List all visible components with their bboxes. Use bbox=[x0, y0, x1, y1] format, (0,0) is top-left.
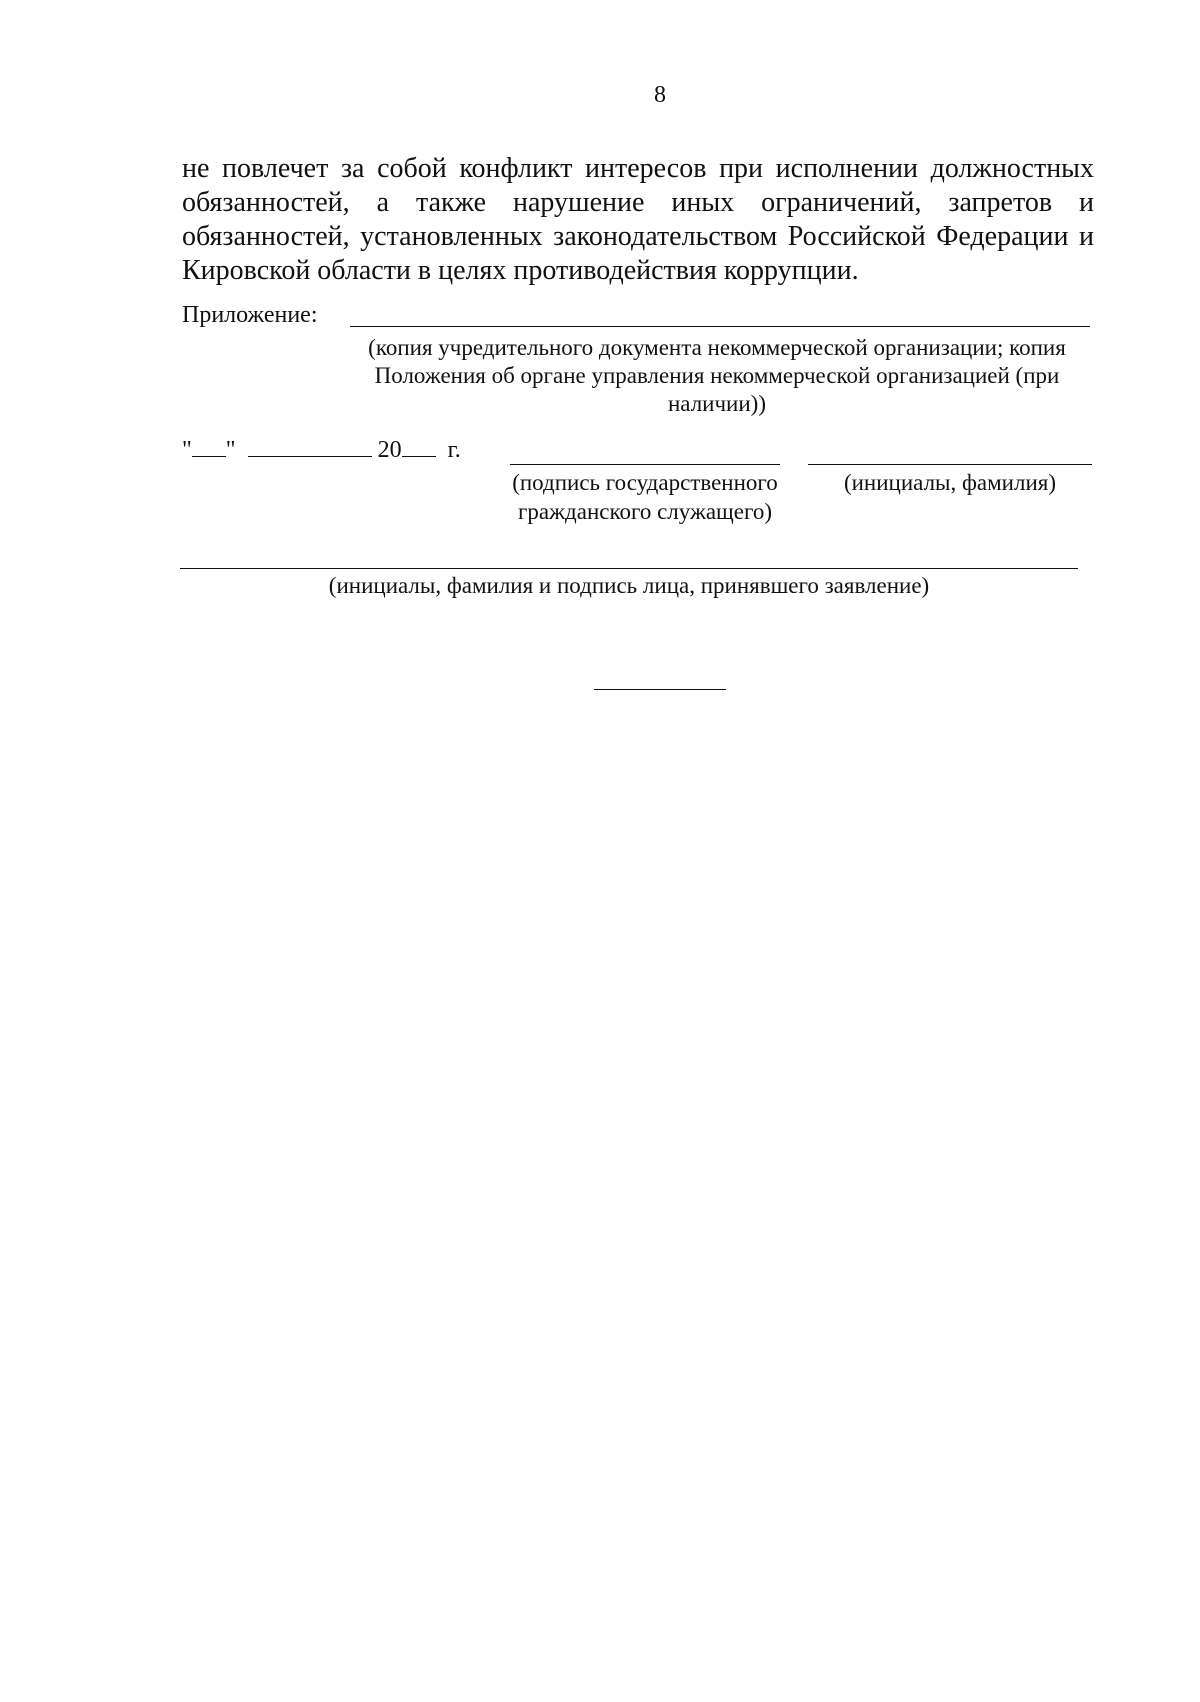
date-field bbox=[182, 436, 461, 464]
date-open-quote: " bbox=[182, 437, 192, 463]
day-blank bbox=[192, 436, 226, 457]
servant-signature-line bbox=[510, 464, 780, 465]
end-divider bbox=[594, 689, 726, 690]
name-signature-line bbox=[808, 464, 1092, 465]
attachment-caption: (копия учредительного документа некоммерческой организации; копия Положения об органе управления некоммерческой организацией (при наличии)) bbox=[368, 335, 1066, 416]
date-close-quote: " bbox=[225, 437, 236, 463]
attachment-label: Приложение: bbox=[182, 302, 318, 328]
name-signature-caption: (инициалы, фамилия) bbox=[843, 470, 1057, 495]
year-blank bbox=[402, 436, 436, 457]
body-paragraph: не повлечет за собой конфликт интересов при исполнении должностных обязанностей, а также нарушение иных ограничений, запретов и обязанностей, установленных законодательством Российской Федерации и Кировской области в целях противодействия коррупции. bbox=[182, 153, 1094, 286]
servant-signature-caption: (подпись государственного гражданского служащего) bbox=[512, 470, 778, 524]
acceptance-caption: (инициалы, фамилия и подпись лица, принявшего заявление) bbox=[328, 573, 930, 598]
year-prefix: 20 bbox=[377, 437, 402, 463]
attachment-blank-line bbox=[350, 326, 1090, 327]
month-blank bbox=[248, 436, 372, 457]
year-suffix: г. bbox=[447, 437, 461, 463]
acceptance-line bbox=[180, 568, 1078, 569]
page-number: 8 bbox=[654, 82, 666, 108]
